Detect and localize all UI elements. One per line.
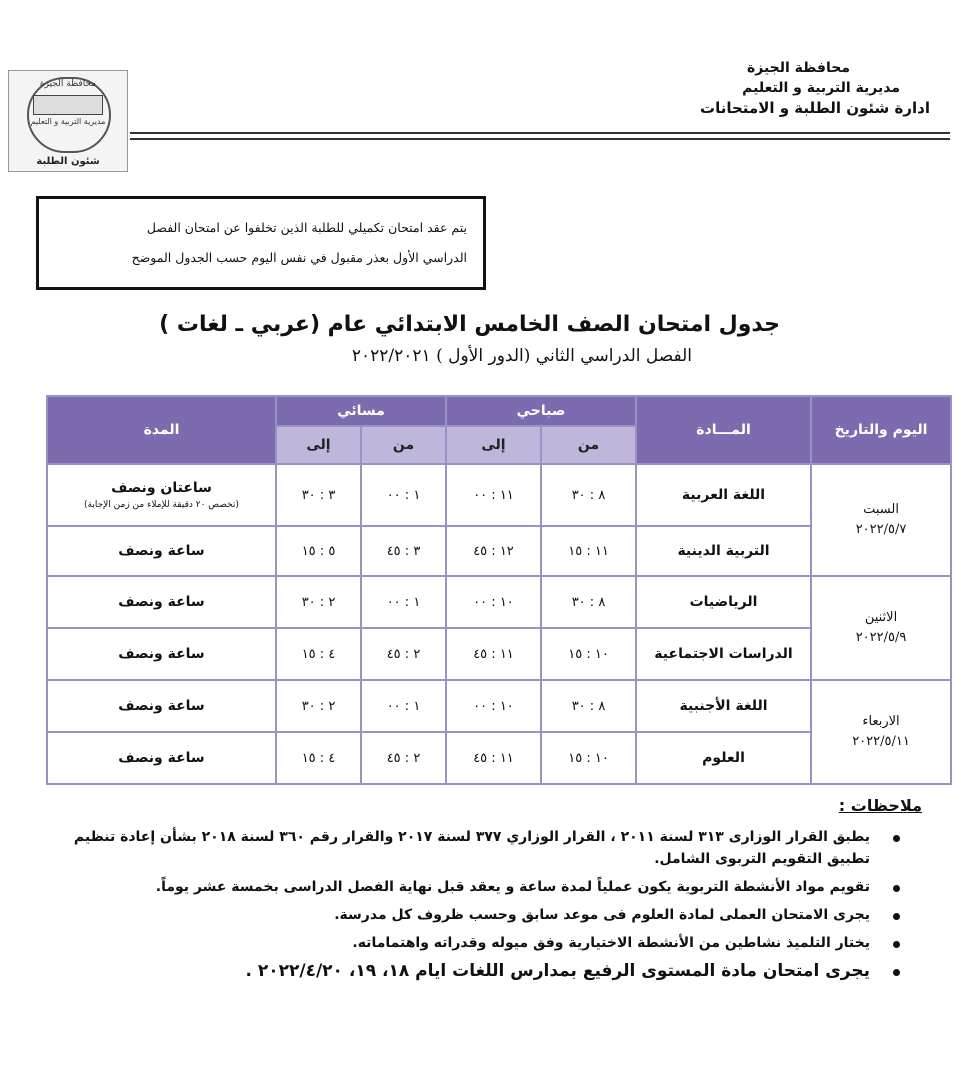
notes-title: ملاحظات : <box>838 796 922 815</box>
header-directorate: مديرية التربية و التعليم <box>742 80 900 96</box>
subject-cell: التربية الدينية <box>636 526 811 576</box>
note-item <box>40 904 900 926</box>
notes-list <box>40 826 900 984</box>
schedule-subtitle: الفصل الدراسي الثاني (الدور الأول ) ٢٠٢٢/٢٠٢١ <box>351 346 692 366</box>
header-divider <box>130 129 950 143</box>
note-item <box>40 876 900 898</box>
morning-from-cell: ١٠ : ١٥ <box>541 732 636 784</box>
bullet-icon <box>893 913 900 920</box>
day-name: الاربعاء <box>862 714 900 729</box>
duration-cell: ساعة ونصف <box>47 732 276 784</box>
morning-from-cell: ٨ : ٣٠ <box>541 464 636 526</box>
day-date: ٢٠٢٢/٥/٩ <box>855 630 907 645</box>
duration-cell: ساعة ونصف <box>47 680 276 732</box>
day-cell <box>811 680 951 784</box>
subject-cell: الدراسات الاجتماعية <box>636 628 811 680</box>
header-morning-from: من <box>541 426 636 464</box>
subject-cell: العلوم <box>636 732 811 784</box>
day-name: السبت <box>863 502 899 517</box>
morning-to-cell: ١١ : ٤٥ <box>446 732 541 784</box>
bullet-icon <box>893 969 900 976</box>
day-cell <box>811 576 951 680</box>
bullet-icon <box>893 885 900 892</box>
book-icon <box>33 95 103 115</box>
day-date: ٢٠٢٢/٥/٧ <box>855 522 907 537</box>
day-cell <box>811 464 951 576</box>
header-evening-to: إلى <box>276 426 361 464</box>
duration-cell <box>47 464 276 526</box>
morning-from-cell: ٨ : ٣٠ <box>541 680 636 732</box>
day-name: الاثنين <box>864 610 898 625</box>
subject-cell: اللغة العربية <box>636 464 811 526</box>
note-text: تقويم مواد الأنشطة التربوية يكون عملياً لمدة ساعة و يعقد قبل نهاية الفصل الدراسى بخمسة عشر يوماً. <box>155 879 870 895</box>
header-day-date: اليوم والتاريخ <box>811 396 951 464</box>
exam-schedule-table <box>46 395 952 785</box>
morning-from-cell: ١١ : ١٥ <box>541 526 636 576</box>
directorate-logo <box>8 70 128 172</box>
morning-from-cell: ١٠ : ١٥ <box>541 628 636 680</box>
evening-to-cell: ٢ : ٣٠ <box>276 680 361 732</box>
evening-from-cell: ٢ : ٤٥ <box>361 628 446 680</box>
subject-cell: اللغة الأجنبية <box>636 680 811 732</box>
notice-line-1: يتم عقد امتحان تكميلي للطلبة الذين تخلفوا عن امتحان الفصل <box>146 220 467 235</box>
header-morning: صباحي <box>446 396 636 426</box>
morning-to-cell: ١١ : ٠٠ <box>446 464 541 526</box>
morning-from-cell: ٨ : ٣٠ <box>541 576 636 628</box>
logo-mid-text: مديرية التربية و التعليم <box>30 117 106 126</box>
bullet-icon <box>893 941 900 948</box>
header-department: ادارة شئون الطلبة و الامتحانات <box>700 99 930 117</box>
morning-to-cell: ١٠ : ٠٠ <box>446 680 541 732</box>
header-block <box>130 58 930 118</box>
evening-from-cell: ١ : ٠٠ <box>361 680 446 732</box>
header-subject: المـــادة <box>636 396 811 464</box>
notice-box <box>36 196 486 290</box>
header-evening-from: من <box>361 426 446 464</box>
header-morning-to: إلى <box>446 426 541 464</box>
day-date: ٢٠٢٢/٥/١١ <box>852 734 910 749</box>
logo-caption: شئون الطلبة <box>36 156 100 167</box>
schedule-title: جدول امتحان الصف الخامس الابتدائي عام (عربي ـ لغات ) <box>159 312 780 337</box>
evening-from-cell: ١ : ٠٠ <box>361 576 446 628</box>
evening-from-cell: ٣ : ٤٥ <box>361 526 446 576</box>
duration-cell: ساعة ونصف <box>47 628 276 680</box>
note-text: يطبق القرار الوزارى ٣١٣ لسنة ٢٠١١ ، القرار الوزاري ٣٧٧ لسنة ٢٠١٧ والقرار رقم ٣٦٠ لسنة ٢٠١٨ بشأن إعادة تنظيم تطبيق التقويم التربوى الشامل. <box>73 829 870 867</box>
header-governorate: محافظة الجيزة <box>746 60 850 76</box>
note-text: يختار التلميذ نشاطين من الأنشطة الاختيارية وفق ميوله وقدراته واهتماماته. <box>352 935 870 951</box>
logo-top-text: محافظة الجيزة <box>39 79 97 89</box>
evening-from-cell: ٢ : ٤٥ <box>361 732 446 784</box>
evening-to-cell: ٥ : ١٥ <box>276 526 361 576</box>
duration-note: (تخصص ٢٠ دقيقة للإملاء من زمن الإجابة) <box>84 500 239 510</box>
morning-to-cell: ١٠ : ٠٠ <box>446 576 541 628</box>
note-text: يجرى امتحان مادة المستوى الرفيع بمدارس اللغات ايام ١٨، ١٩، ٢٠٢٢/٤/٢٠ . <box>245 961 870 981</box>
note-item <box>40 932 900 954</box>
table-row <box>47 464 951 526</box>
notice-line-2: الدراسي الأول بعذر مقبول في نفس اليوم حسب الجدول الموضح <box>131 250 467 265</box>
evening-to-cell: ٤ : ١٥ <box>276 628 361 680</box>
bullet-icon <box>893 835 900 842</box>
note-text: يجرى الامتحان العملى لمادة العلوم فى موعد سابق وحسب ظروف كل مدرسة. <box>334 907 870 923</box>
table-row <box>47 680 951 732</box>
evening-from-cell: ١ : ٠٠ <box>361 464 446 526</box>
subject-cell: الرياضيات <box>636 576 811 628</box>
header-evening: مسائي <box>276 396 446 426</box>
evening-to-cell: ٣ : ٣٠ <box>276 464 361 526</box>
note-item <box>40 826 900 870</box>
note-item <box>40 958 900 984</box>
duration-cell: ساعة ونصف <box>47 576 276 628</box>
duration-cell: ساعة ونصف <box>47 526 276 576</box>
morning-to-cell: ١١ : ٤٥ <box>446 628 541 680</box>
duration-value: ساعتان ونصف <box>111 480 212 496</box>
table-row <box>47 576 951 628</box>
header-duration: المدة <box>47 396 276 464</box>
evening-to-cell: ٢ : ٣٠ <box>276 576 361 628</box>
evening-to-cell: ٤ : ١٥ <box>276 732 361 784</box>
morning-to-cell: ١٢ : ٤٥ <box>446 526 541 576</box>
